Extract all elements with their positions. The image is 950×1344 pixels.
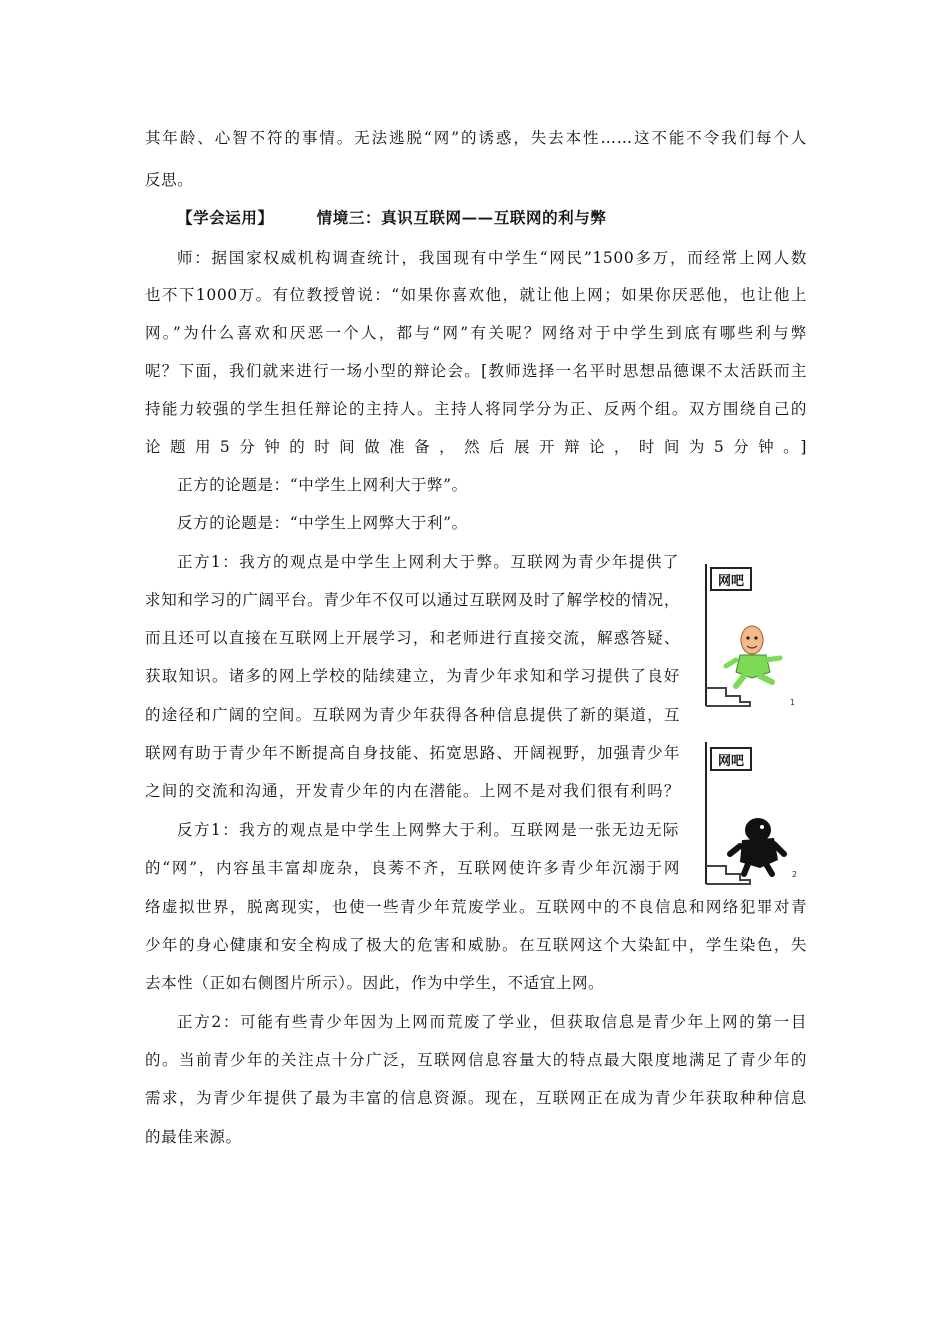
text-line: 正方的论题是：“中学生上网利大于弊”。 — [177, 476, 468, 494]
text-line: 的“网”，内容虽丰富却庞杂，良莠不齐，互联网使许多青少年沉溺于网 — [145, 859, 680, 877]
text-line: 少年的身心健康和安全构成了极大的危害和威胁。在互联网这个大染缸中，学生染色，失 — [145, 936, 807, 954]
text-line: 求知和学习的广阔平台。青少年不仅可以通过互联网及时了解学校的情况， — [145, 591, 680, 609]
internet-cafe-illustration-2 — [700, 738, 800, 888]
text-line: 需求，为青少年提供了最为丰富的信息资源。现在，互联网正在成为青少年获取种种信息 — [145, 1089, 807, 1107]
text-line: 去本性（正如右侧图片所示）。因此，作为中学生，不适宜上网。 — [145, 974, 605, 992]
text-line: 其年龄、心智不符的事情。无法逃脱“网”的诱惑，失去本性……这不能不令我们每个人 — [145, 129, 807, 147]
text-line: 持能力较强的学生担任辩论的主持人。主持人将同学分为正、反两个组。双方围绕自己的 — [145, 400, 807, 418]
text-line: 呢？下面，我们就来进行一场小型的辩论会。[教师选择一名平时思想品德课不太活跃而主 — [145, 362, 807, 380]
text-line: 联网有助于青少年不断提高自身技能、拓宽思路、开阔视野，加强青少年 — [145, 744, 680, 762]
internet-cafe-drawing — [700, 738, 800, 888]
internet-cafe-illustration-1 — [700, 560, 800, 710]
text-line: 论题用5分钟的时间做准备，然后展开辩论，时间为5分钟。] — [145, 438, 807, 456]
heading-title: 情境三：真识互联网——互联网的利与弊 — [316, 208, 607, 227]
text-line: 师：据国家权威机构调查统计，我国现有中学生“网民”1500多万，而经常上网人数 — [177, 249, 807, 267]
text-line: 获取知识。诸多的网上学校的陆续建立，为青少年求知和学习提供了良好 — [145, 667, 680, 685]
text-line: 反思。 — [145, 171, 194, 189]
text-line: 反方的论题是：“中学生上网弊大于利”。 — [177, 514, 468, 532]
section-heading — [177, 208, 606, 228]
text-line: 之间的交流和沟通，开发青少年的内在潜能。上网不是对我们很有利吗？ — [145, 782, 680, 800]
text-line: 的最佳来源。 — [145, 1128, 242, 1146]
text-line: 也不下1000万。有位教授曾说：“如果你喜欢他，就让他上网；如果你厌恶他，也让他上 — [145, 286, 807, 304]
figure-number: 1 — [790, 698, 796, 707]
heading-tag: 【学会运用】 — [177, 208, 274, 227]
text-line: 的。当前青少年的关注点十分广泛，互联网信息容量大的特点最大限度地满足了青少年的 — [145, 1051, 807, 1069]
figure-number: 2 — [792, 870, 798, 879]
text-line: 络虚拟世界，脱离现实，也使一些青少年荒废学业。互联网中的不良信息和网络犯罪对青 — [145, 898, 807, 916]
text-line: 反方1：我方的观点是中学生上网弊大于利。互联网是一张无边无际 — [177, 821, 679, 839]
sign-label: 网吧 — [717, 754, 745, 769]
text-line: 正方1：我方的观点是中学生上网利大于弊。互联网为青少年提供了 — [177, 553, 679, 571]
internet-cafe-drawing — [700, 560, 800, 710]
sign-label: 网吧 — [717, 574, 745, 589]
text-line: 而且还可以直接在互联网上开展学习，和老师进行直接交流，解惑答疑、 — [145, 629, 680, 647]
text-line: 的途径和广阔的空间。互联网为青少年获得各种信息提供了新的渠道，互 — [145, 706, 680, 724]
text-line: 网。”为什么喜欢和厌恶一个人，都与“网”有关呢？网络对于中学生到底有哪些利与弊 — [145, 324, 807, 342]
text-line: 正方2：可能有些青少年因为上网而荒废了学业，但获取信息是青少年上网的第一目 — [177, 1013, 807, 1031]
